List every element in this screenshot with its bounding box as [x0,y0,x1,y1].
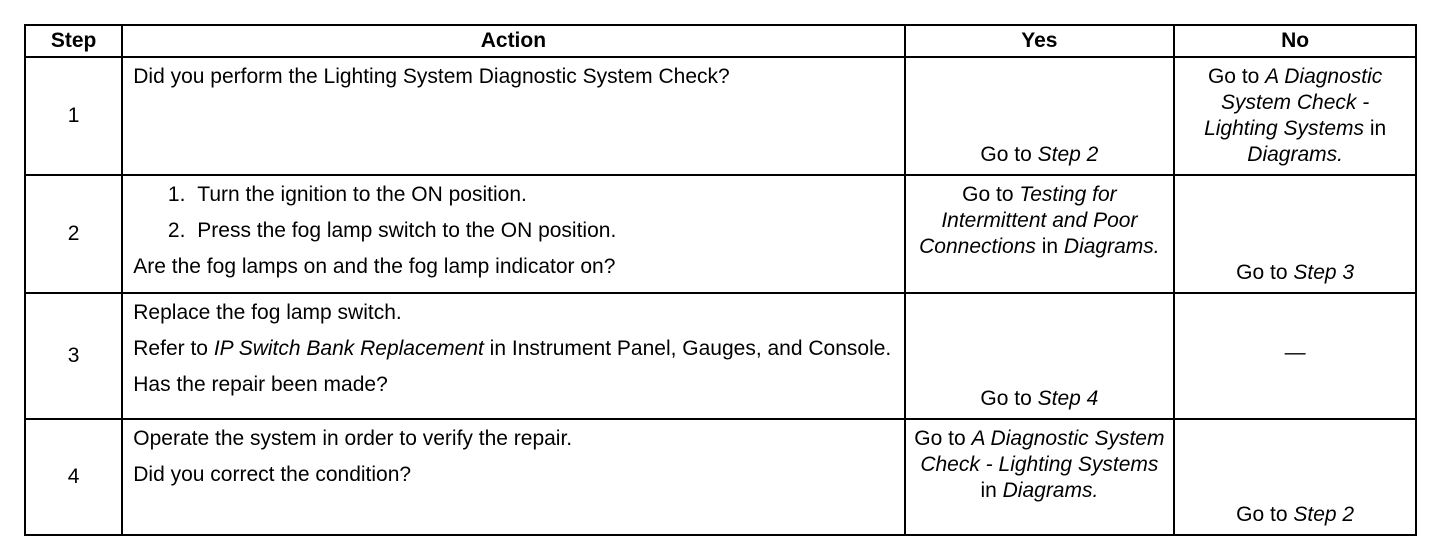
yes-cell [905,175,1175,293]
yes-link[interactable]: Step 4 [1037,387,1099,410]
action-question: Has the repair been made? [133,373,388,396]
action-steps-list [133,182,893,244]
yes-text-mid: in [1035,235,1064,258]
yes-cell [905,57,1175,175]
action-line: Replace the fog lamp switch. [133,301,402,324]
header-action: Action [122,25,904,57]
no-cell [1174,293,1416,419]
action-question: Did you correct the condition? [133,463,412,486]
diagnostic-table-wrapper [24,24,1417,536]
step-number: 4 [25,419,122,535]
action-cell [122,419,904,535]
no-cell [1174,57,1416,175]
yes-text-mid: in [980,479,1003,502]
yes-cell [905,293,1175,419]
no-link[interactable]: A Diagnostic System Check - Lighting Systems [1204,65,1383,140]
action-step-item: 1. Turn the ignition to the ON position. [191,182,893,208]
no-text: Go to [1207,65,1266,88]
step-number: 3 [25,293,122,419]
reference-prefix: Refer to [133,337,214,360]
action-cell [122,175,904,293]
yes-link[interactable]: Testing for Intermittent and Poor Connections [919,183,1138,258]
no-link-diagrams[interactable]: Diagrams. [1247,143,1343,166]
reference-suffix: in Instrument Panel, Gauges, and Console. [483,337,892,360]
yes-link-diagrams[interactable]: Diagrams. [1063,235,1160,258]
no-text: Go to [1236,261,1294,284]
yes-link[interactable]: A Diagnostic System Check - Lighting Systems [920,427,1165,476]
action-line: Operate the system in order to verify the repair. [133,427,573,450]
header-no: No [1174,25,1416,57]
action-cell [122,57,904,175]
header-row [25,25,1416,57]
no-cell [1174,175,1416,293]
no-text: Go to [1236,503,1294,526]
action-question: Did you perform the Lighting System Diagnostic System Check? [133,65,730,88]
header-step: Step [25,25,122,57]
yes-link-diagrams[interactable]: Diagrams. [1002,479,1099,502]
yes-text: Go to [980,143,1038,166]
yes-text: Go to [914,427,972,450]
table-row [25,175,1416,293]
no-text-mid: in [1364,117,1387,140]
action-cell [122,293,904,419]
reference-link[interactable]: IP Switch Bank Replacement [213,337,484,360]
no-cell [1174,419,1416,535]
table-row [25,293,1416,419]
no-link[interactable]: Step 2 [1293,503,1355,526]
yes-cell [905,419,1175,535]
action-reference [133,336,893,362]
yes-text: Go to [962,183,1020,206]
step-number: 1 [25,57,122,175]
no-link[interactable]: Step 3 [1293,261,1355,284]
yes-text: Go to [980,387,1038,410]
yes-link[interactable]: Step 2 [1037,143,1099,166]
step-number: 2 [25,175,122,293]
no-dash: — [1284,341,1306,364]
header-yes: Yes [905,25,1175,57]
action-step-item: 2. Press the fog lamp switch to the ON position. [191,218,893,244]
action-question: Are the fog lamps on and the fog lamp indicator on? [133,255,616,278]
diagnostic-table [24,24,1417,536]
table-row [25,57,1416,175]
table-row [25,419,1416,535]
